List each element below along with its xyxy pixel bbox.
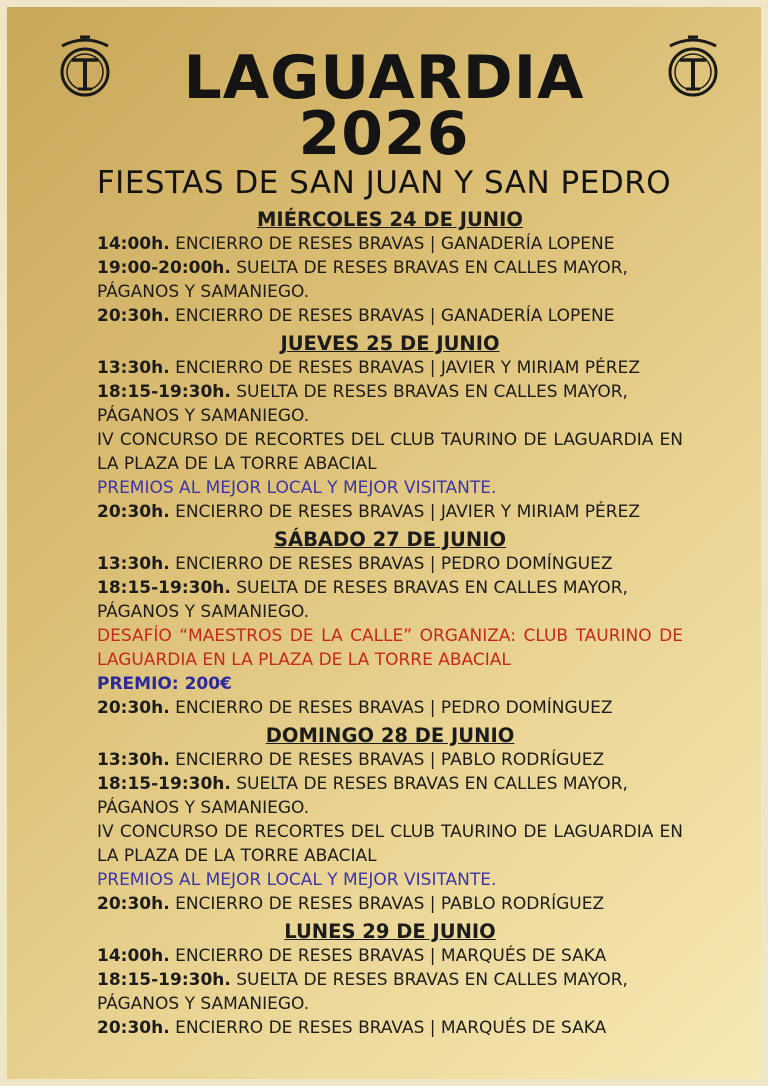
- event-line: [97, 404, 683, 428]
- event-text: ENCIERRO DE RESES BRAVAS | GANADERÍA LOPENE: [169, 306, 615, 326]
- event-line: [97, 356, 683, 380]
- poster: [7, 7, 761, 1079]
- event-time: 13:30h.: [97, 358, 170, 378]
- event-line: [97, 380, 683, 404]
- event-time: 20:30h.: [97, 306, 170, 326]
- event-text: ENCIERRO DE RESES BRAVAS | GANADERÍA LOPENE: [169, 234, 615, 254]
- event-text: SUELTA DE RESES BRAVAS EN CALLES MAYOR,: [230, 774, 628, 794]
- event-text: PÁGANOS Y SAMANIEGO.: [97, 406, 310, 426]
- event-text: SUELTA DE RESES BRAVAS EN CALLES MAYOR,: [230, 258, 628, 278]
- event-line: [97, 944, 683, 968]
- event-text: ENCIERRO DE RESES BRAVAS | PABLO RODRÍGUEZ: [169, 750, 605, 770]
- event-text: ENCIERRO DE RESES BRAVAS | JAVIER Y MIRIAM PÉREZ: [169, 502, 640, 522]
- event-line: [97, 232, 683, 256]
- event-text: ENCIERRO DE RESES BRAVAS | PEDRO DOMÍNGUEZ: [169, 554, 613, 574]
- event-text: PÁGANOS Y SAMANIEGO.: [97, 994, 310, 1014]
- prize-note: PREMIOS AL MEJOR LOCAL Y MEJOR VISITANTE.: [97, 870, 497, 890]
- event-text: PÁGANOS Y SAMANIEGO.: [97, 602, 310, 622]
- event-line: [97, 576, 683, 600]
- day-heading: JUEVES 25 DE JUNIO: [280, 332, 500, 355]
- event-line: [97, 796, 683, 820]
- event-time: 19:00-20:00h.: [97, 258, 231, 278]
- event-time: 18:15-19:30h.: [97, 774, 231, 794]
- festival-subtitle: FIESTAS DE SAN JUAN Y SAN PEDRO: [96, 165, 672, 201]
- town-title: LAGUARDIA: [183, 43, 585, 113]
- event-line: [97, 696, 683, 720]
- event-line: [97, 992, 683, 1016]
- event-text: SUELTA DE RESES BRAVAS EN CALLES MAYOR,: [230, 382, 628, 402]
- event-line: [97, 1016, 683, 1040]
- event-line: [97, 968, 683, 992]
- event-line: [97, 748, 683, 772]
- event-line: [97, 304, 683, 328]
- program: [97, 208, 683, 1040]
- event-time: 20:30h.: [97, 1018, 170, 1038]
- event-text: SUELTA DE RESES BRAVAS EN CALLES MAYOR,: [230, 578, 628, 598]
- event-line: [97, 280, 683, 304]
- event-text: ENCIERRO DE RESES BRAVAS | JAVIER Y MIRIAM PÉREZ: [169, 358, 640, 378]
- challenge-text: DESAFÍO “MAESTROS DE LA CALLE” ORGANIZA: CLUB TAURINO DE LAGUARDIA EN LA PLAZA DE LA TORRE ABACIAL: [97, 626, 683, 670]
- event-time: 20:30h.: [97, 502, 170, 522]
- event-line: [97, 552, 683, 576]
- contest-text: IV CONCURSO DE RECORTES DEL CLUB TAURINO DE LAGUARDIA EN LA PLAZA DE LA TORRE ABACIAL: [97, 430, 683, 474]
- event-line: [97, 600, 683, 624]
- event-time: 20:30h.: [97, 894, 170, 914]
- event-line: [97, 892, 683, 916]
- prize-note: PREMIOS AL MEJOR LOCAL Y MEJOR VISITANTE.: [97, 478, 497, 498]
- event-time: 14:00h.: [97, 946, 170, 966]
- event-time: 13:30h.: [97, 554, 170, 574]
- event-time: 13:30h.: [97, 750, 170, 770]
- day-heading: SÁBADO 27 DE JUNIO: [273, 528, 507, 551]
- event-time: 20:30h.: [97, 698, 170, 718]
- event-time: 18:15-19:30h.: [97, 382, 231, 402]
- event-time: 14:00h.: [97, 234, 170, 254]
- day-heading: MIÉRCOLES 24 DE JUNIO: [257, 208, 523, 231]
- event-line: [97, 500, 683, 524]
- event-line: [97, 256, 683, 280]
- event-line: [97, 772, 683, 796]
- event-text: ENCIERRO DE RESES BRAVAS | PABLO RODRÍGUEZ: [169, 894, 605, 914]
- event-text: SUELTA DE RESES BRAVAS EN CALLES MAYOR,: [230, 970, 628, 990]
- event-text: ENCIERRO DE RESES BRAVAS | MARQUÉS DE SAKA: [169, 1018, 607, 1038]
- day-heading: DOMINGO 28 DE JUNIO: [265, 724, 515, 747]
- day-heading: LUNES 29 DE JUNIO: [284, 920, 496, 943]
- event-text: PÁGANOS Y SAMANIEGO.: [97, 282, 310, 302]
- prize-note: PREMIO: 200€: [97, 674, 232, 694]
- contest-text: IV CONCURSO DE RECORTES DEL CLUB TAURINO DE LAGUARDIA EN LA PLAZA DE LA TORRE ABACIAL: [97, 822, 683, 866]
- year-title: 2026: [298, 99, 470, 169]
- event-time: 18:15-19:30h.: [97, 578, 231, 598]
- event-text: ENCIERRO DE RESES BRAVAS | MARQUÉS DE SAKA: [169, 946, 607, 966]
- event-text: ENCIERRO DE RESES BRAVAS | PEDRO DOMÍNGUEZ: [169, 698, 613, 718]
- event-time: 18:15-19:30h.: [97, 970, 231, 990]
- event-text: PÁGANOS Y SAMANIEGO.: [97, 798, 310, 818]
